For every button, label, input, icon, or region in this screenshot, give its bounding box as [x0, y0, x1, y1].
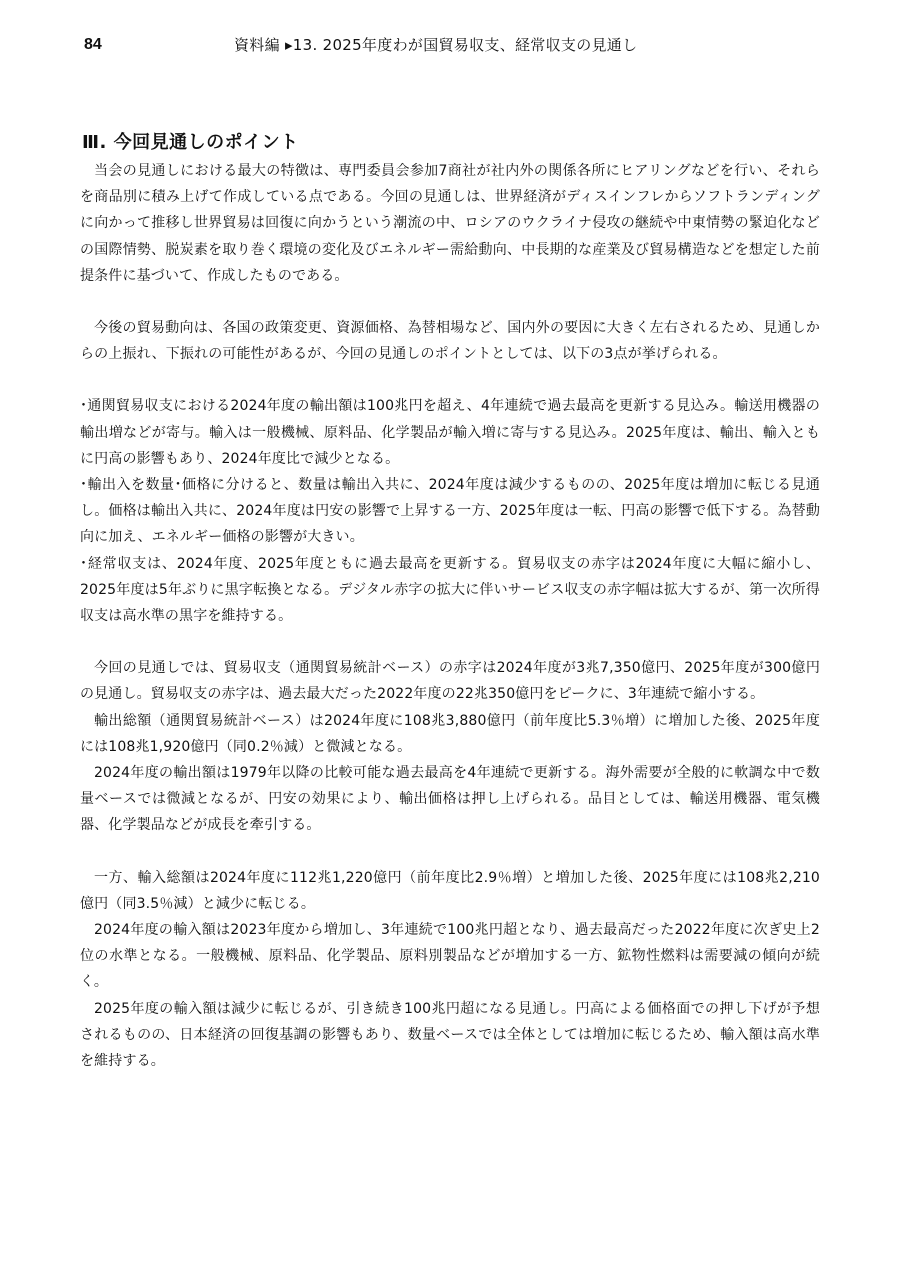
paragraph-intro: 当会の見通しにおける最大の特徴は、専門委員会参加7商社が社内外の関係各所にヒアリングなどを行い、それらを商品別に積み上げて作成している点である。今回の見通しは、世界経済がディスインフレからソフトランディングに向かって推移し世界貿易は回復に向かうという潮流の中、ロシアのウクライナ侵攻の継続や中東情勢の緊迫化などの国際情勢、脱炭素を取り巻く環境の変化及びエネルギー需給動向、中長期的な産業及び貿易構造などを想定した前提条件に基づいて、作成したものである。: [80, 163, 820, 284]
paragraph-gap: [80, 289, 820, 315]
paragraph-gap: [80, 839, 820, 865]
paragraph-trade-balance: 今回の見通しでは、貿易収支（通関貿易統計ベース）の赤字は2024年度が3兆7,350億円、2025年度が300億円の見通し。貿易収支の赤字は、過去最大だった2022年度の22兆350億円をピークに、3年連続で縮小する。: [80, 660, 820, 703]
main-content: [80, 130, 820, 1074]
paragraph-gap: [80, 629, 820, 655]
paragraph-exports-detail: 2024年度の輸出額は1979年以降の比較可能な過去最高を4年連続で更新する。海外需要が全般的に軟調な中で数量ベースでは微減となるが、円安の効果により、輸出価格は押し上げられる。品目としては、輸送用機器、電気機器、化学製品などが成長を牽引する。: [80, 765, 820, 834]
bullet-point-3: ･経常収支は、2024年度、2025年度ともに過去最高を更新する。貿易収支の赤字は2024年度に大幅に縮小し、2025年度は5年ぶりに黒字転換となる。デジタル赤字の拡大に伴いサービス収支の赤字幅は拡大するが、第一次所得収支は高水準の黒字を維持する。: [80, 555, 820, 625]
paragraph-imports-2024: 2024年度の輸入額は2023年度から増加し、3年連続で100兆円超となり、過去最高だった2022年度に次ぎ史上2位の水準となる。一般機械、原料品、化学製品、原料別製品などが増加する一方、鉱物性燃料は需要減の傾向が続く。: [80, 922, 820, 991]
paragraph-outlook: 今後の貿易動向は、各国の政策変更、資源価格、為替相場など、国内外の要因に大きく左右されるため、見通しからの上振れ、下振れの可能性があるが、今回の見通しのポイントとしては、以下の3点が挙げられる。: [80, 320, 820, 363]
paragraph-imports-2025: 2025年度の輸入額は減少に転じるが、引き続き100兆円超になる見通し。円高による価格面での押し下げが予想されるものの、日本経済の回復基調の影響もあり、数量ベースでは全体としては増加に転じるため、輸入額は高水準を維持する。: [80, 1000, 820, 1070]
section-title: Ⅲ. 今回見通しのポイント: [82, 132, 299, 153]
page-number: 84: [84, 36, 102, 53]
paragraph-gap: [80, 367, 820, 393]
page-header: [84, 34, 832, 56]
bullet-point-1: ･通関貿易収支における2024年度の輸出額は100兆円を超え、4年連続で過去最高を更新する見込み。輸送用機器の輸出増などが寄与。輸入は一般機械、原料品、化学製品が輸入増に寄与する見込み。2025年度は、輸出、輸入ともに円高の影響もあり、2024年度比で減少となる。: [80, 398, 820, 467]
paragraph-exports-total: 輸出総額（通関貿易統計ベース）は2024年度に108兆3,880億円（前年度比5.3％増）に増加した後、2025年度には108兆1,920億円（同0.2％減）と微減となる。: [80, 712, 820, 755]
bullet-point-2: ･輸出入を数量･価格に分けると、数量は輸出入共に、2024年度は減少するものの、2025年度は増加に転じる見通し。価格は輸出入共に、2024年度は円安の影響で上昇する一方、2025年度は一転、円高の影響で低下する。為替動向に加え、エネルギー価格の影響が大きい。: [80, 477, 820, 546]
running-title: 資料編 ▸13. 2025年度わが国貿易収支、経常収支の見通し: [234, 36, 638, 54]
paragraph-imports-total: 一方、輸入総額は2024年度に112兆1,220億円（前年度比2.9％増）と増加した後、2025年度には108兆2,210億円（同3.5％減）と減少に転じる。: [80, 869, 820, 912]
